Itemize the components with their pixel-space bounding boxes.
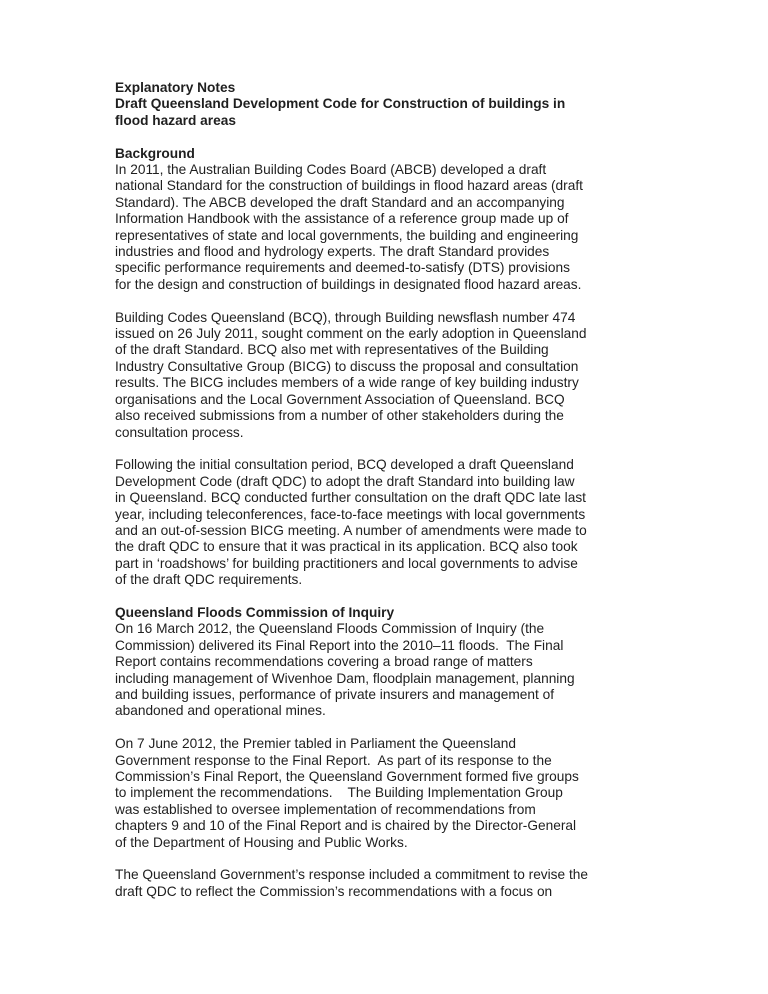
document-body bbox=[115, 80, 667, 900]
text-line: results. The BICG includes members of a wide range of key building industry bbox=[115, 375, 579, 391]
text-line: national Standard for the construction of buildings in flood hazard areas (draft bbox=[115, 178, 583, 194]
text-line: in Queensland. BCQ conducted further consultation on the draft QDC late last bbox=[115, 490, 586, 506]
text-line: Queensland Floods Commission of Inquiry bbox=[115, 604, 395, 620]
text-line: Government response to the Final Report. As part of its response to the bbox=[115, 752, 552, 768]
text-line: organisations and the Local Government Association of Queensland. BCQ bbox=[115, 391, 565, 407]
text-line: industries and flood and hydrology experts. The draft Standard provides bbox=[115, 244, 550, 260]
text-line: was established to oversee implementation of recommendations from bbox=[115, 801, 536, 817]
text-line: Commission’s Final Report, the Queensland Government formed five groups bbox=[115, 768, 579, 784]
text-line: Information Handbook with the assistance of a reference group made up of bbox=[115, 211, 569, 227]
text-line: of the draft QDC requirements. bbox=[115, 572, 303, 588]
text-line: Commission) delivered its Final Report into the 2010–11 floods. The Final bbox=[115, 637, 564, 653]
text-line: year, including teleconferences, face-to-face meetings with local governments bbox=[115, 506, 586, 522]
background-paragraph-1 bbox=[115, 162, 667, 293]
text-line: representatives of state and local governments, the building and engineering bbox=[115, 227, 579, 243]
text-line: In 2011, the Australian Building Codes Board (ABCB) developed a draft bbox=[115, 162, 547, 178]
text-line: and building issues, performance of private insurers and management of bbox=[115, 686, 555, 702]
floods-commission-heading bbox=[115, 605, 667, 621]
text-line: Draft Queensland Development Code for Construction of buildings in bbox=[115, 96, 566, 112]
text-line: Report contains recommendations covering a broad range of matters bbox=[115, 654, 533, 670]
text-line: Building Codes Queensland (BCQ), through Building newsflash number 474 bbox=[115, 309, 576, 325]
closing-paragraph bbox=[115, 867, 667, 900]
text-line: and an out-of-session BICG meeting. A number of amendments were made to bbox=[115, 522, 587, 538]
background-heading bbox=[115, 146, 667, 162]
text-line: Development Code (draft QDC) to adopt the draft Standard into building law bbox=[115, 473, 575, 489]
text-line: Background bbox=[115, 145, 195, 161]
text-line: Explanatory Notes bbox=[115, 80, 236, 95]
text-line: of the Department of Housing and Public Works. bbox=[115, 834, 408, 850]
text-line: for the design and construction of buildings in designated flood hazard areas. bbox=[115, 276, 582, 292]
text-line: On 7 June 2012, the Premier tabled in Parliament the Queensland bbox=[115, 736, 516, 752]
text-line: flood hazard areas bbox=[115, 112, 236, 128]
text-line: Industry Consultative Group (BICG) to discuss the proposal and consultation bbox=[115, 358, 579, 374]
text-line: Standard). The ABCB developed the draft Standard and an accompanying bbox=[115, 194, 565, 210]
background-paragraph-2 bbox=[115, 310, 667, 441]
background-paragraph-3 bbox=[115, 457, 667, 588]
text-line: the draft QDC to ensure that it was practical in its application. BCQ also took bbox=[115, 539, 578, 555]
text-line: draft QDC to reflect the Commission’s recommendations with a focus on bbox=[115, 883, 553, 899]
text-line: chapters 9 and 10 of the Final Report and is chaired by the Director-General bbox=[115, 818, 577, 834]
text-line: including management of Wivenhoe Dam, floodplain management, planning bbox=[115, 670, 575, 686]
text-line: issued on 26 July 2011, sought comment on the early adoption in Queensland bbox=[115, 326, 587, 342]
text-line: On 16 March 2012, the Queensland Floods Commission of Inquiry (the bbox=[115, 621, 545, 637]
text-line: abandoned and operational mines. bbox=[115, 703, 326, 719]
text-line: also received submissions from a number of other stakeholders during the bbox=[115, 408, 564, 424]
text-line: to implement the recommendations. The Building Implementation Group bbox=[115, 785, 563, 801]
text-line: Following the initial consultation period, BCQ developed a draft Queensland bbox=[115, 457, 574, 473]
floods-commission-paragraph-2 bbox=[115, 736, 667, 851]
text-line: of the draft Standard. BCQ also met with representatives of the Building bbox=[115, 342, 549, 358]
floods-commission-paragraph-1 bbox=[115, 621, 667, 719]
text-line: part in ‘roadshows’ for building practitioners and local governments to advise bbox=[115, 555, 578, 571]
text-line: The Queensland Government’s response included a commitment to revise the bbox=[115, 867, 588, 883]
text-line: consultation process. bbox=[115, 424, 244, 440]
title-heading bbox=[115, 80, 667, 129]
text-line: specific performance requirements and deemed-to-satisfy (DTS) provisions bbox=[115, 260, 570, 276]
